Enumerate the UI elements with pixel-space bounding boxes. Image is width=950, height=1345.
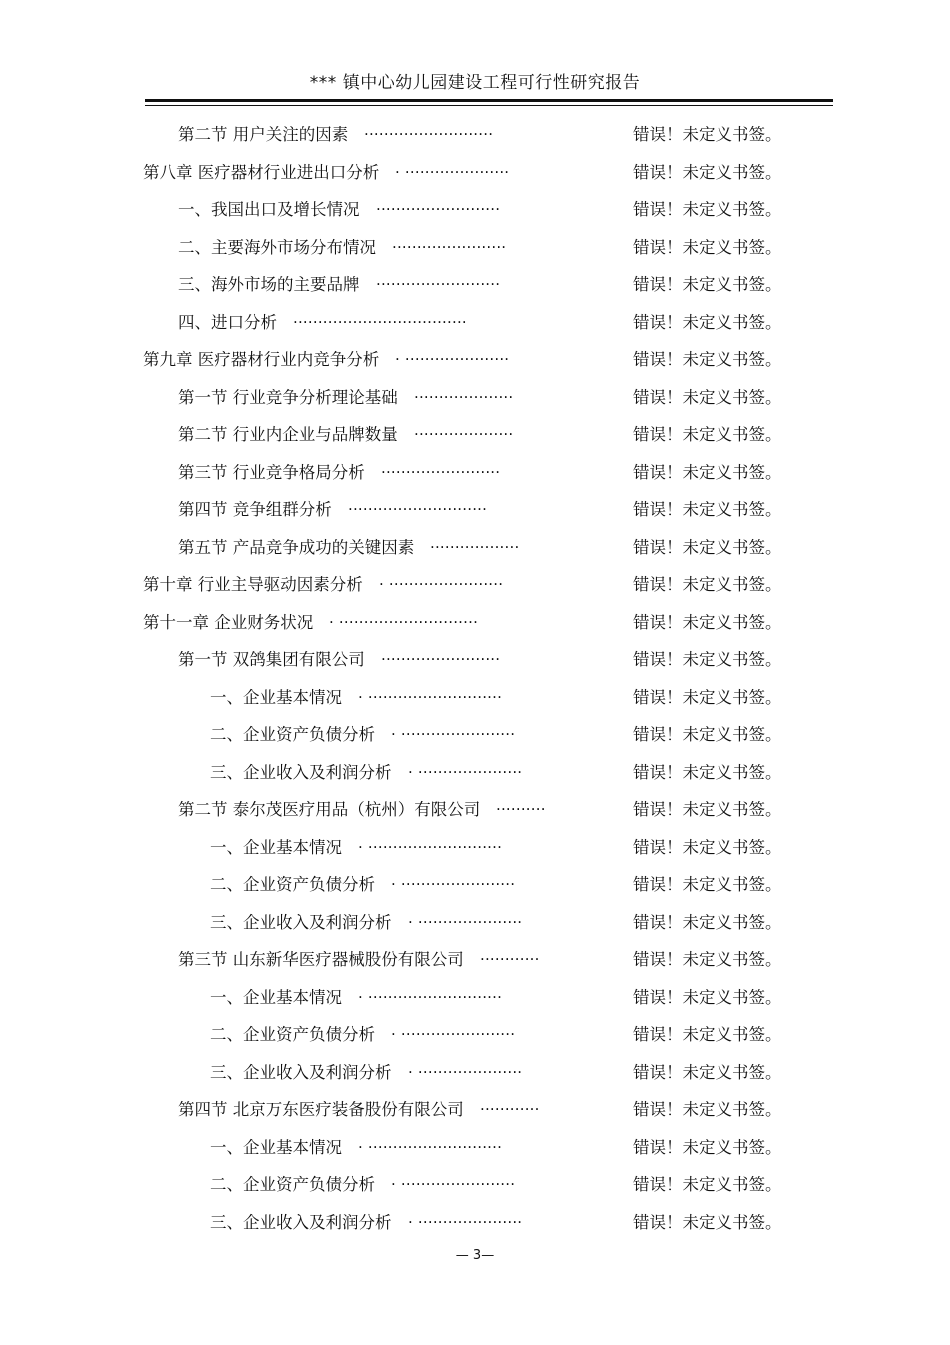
toc-leader-dots: ..................	[430, 533, 520, 552]
toc-entry-title: 第二节 泰尔茂医疗用品（杭州）有限公司	[178, 800, 481, 819]
toc-entry-title: 二、企业资产负债分析	[210, 1175, 375, 1194]
toc-leader-dots: . ...........................	[358, 833, 503, 852]
toc-entry-title: 三、企业收入及利润分析	[210, 912, 392, 932]
toc-leader-dots: . ...........................	[358, 1133, 503, 1152]
toc-page-ref: 错误！未定义书签。	[633, 350, 782, 369]
toc-entry[interactable]	[0, 301, 950, 339]
toc-page-ref: 错误！未定义书签。	[633, 987, 782, 1007]
toc-leader-dots: . .......................	[391, 871, 516, 889]
toc-entry-title: 第二节 行业内企业与品牌数量	[178, 425, 398, 444]
toc-page-ref: 错误！未定义书签。	[633, 537, 782, 557]
toc-leader-dots: ........................	[381, 646, 501, 664]
toc-entry[interactable]	[0, 826, 950, 864]
toc-entry[interactable]	[0, 113, 950, 151]
toc-entry[interactable]	[0, 938, 950, 976]
toc-leader-dots: . .......................	[391, 1171, 516, 1189]
toc-leader-dots: . .......................	[379, 571, 504, 589]
toc-entry[interactable]	[0, 751, 950, 789]
toc-entry[interactable]	[0, 676, 950, 714]
toc-leader-dots: ........................	[381, 458, 501, 477]
toc-entry[interactable]	[0, 638, 950, 676]
toc-entry-title: 二、企业资产负债分析	[210, 725, 375, 744]
toc-entry-title: 第八章 医疗器材行业进出口分析	[143, 162, 380, 182]
toc-entry[interactable]	[0, 901, 950, 939]
toc-page-ref: 错误！未定义书签。	[633, 650, 782, 669]
page-number: — 3—	[455, 1248, 495, 1263]
toc-entry[interactable]	[0, 788, 950, 826]
toc-page-ref: 错误！未定义书签。	[633, 575, 782, 594]
toc-entry[interactable]	[0, 526, 950, 564]
toc-leader-dots: .........................	[376, 196, 501, 214]
toc-page-ref: 错误！未定义书签。	[633, 762, 782, 782]
toc-leader-dots: ..........	[496, 796, 546, 814]
toc-entry-title: 第十一章 企业财务状况	[143, 612, 314, 632]
toc-page-ref: 错误！未定义书签。	[633, 950, 782, 969]
toc-page-ref: 错误！未定义书签。	[633, 1062, 782, 1082]
toc-entry[interactable]	[0, 188, 950, 226]
toc-leader-dots: . .....................	[408, 1058, 523, 1077]
toc-entry-title: 第三节 行业竞争格局分析	[178, 462, 365, 482]
toc-entry[interactable]	[0, 263, 950, 301]
toc-entry-title: 一、企业基本情况	[210, 987, 342, 1007]
toc-entry[interactable]	[0, 1088, 950, 1126]
toc-entry-title: 第四节 竞争组群分析	[178, 500, 332, 519]
toc-entry[interactable]	[0, 338, 950, 376]
header-rule-thick	[145, 99, 833, 102]
toc-entry-title: 二、企业资产负债分析	[210, 1025, 375, 1044]
toc-entry[interactable]	[0, 488, 950, 526]
toc-page-ref: 错误！未定义书签。	[633, 237, 782, 257]
toc-entry-title: 三、企业收入及利润分析	[210, 1062, 392, 1082]
toc-entry-title: 二、主要海外市场分布情况	[178, 237, 376, 257]
toc-entry-title: 三、海外市场的主要品牌	[178, 275, 360, 294]
toc-leader-dots: . .....................	[408, 908, 523, 927]
toc-page-ref: 错误！未定义书签。	[633, 1100, 782, 1119]
toc-entry-title: 一、企业基本情况	[210, 837, 342, 857]
toc-entry-title: 第二节 用户关注的因素	[178, 125, 349, 144]
toc-entry-title: 第一节 行业竞争分析理论基础	[178, 387, 398, 407]
toc-page-ref: 错误！未定义书签。	[633, 1212, 782, 1232]
toc-entry-title: 二、企业资产负债分析	[210, 875, 375, 894]
toc-leader-dots: ............	[480, 946, 540, 964]
toc-page-ref: 错误！未定义书签。	[633, 837, 782, 857]
toc-entry-title: 第五节 产品竞争成功的关键因素	[178, 537, 415, 557]
toc-leader-dots: . .....................	[395, 346, 510, 364]
toc-entry[interactable]	[0, 1201, 950, 1239]
toc-page-ref: 错误！未定义书签。	[633, 1025, 782, 1044]
toc-entry-title: 第十章 行业主导驱动因素分析	[143, 575, 363, 594]
toc-leader-dots: .......................	[392, 233, 507, 252]
toc-page-ref: 错误！未定义书签。	[633, 725, 782, 744]
toc-entry-title: 第三节 山东新华医疗器械股份有限公司	[178, 950, 464, 969]
toc-entry-title: 一、我国出口及增长情况	[178, 200, 360, 219]
toc-leader-dots: ............................	[348, 496, 488, 514]
toc-leader-dots: ..........................	[364, 121, 494, 139]
toc-entry-title: 一、企业基本情况	[210, 687, 342, 707]
toc-leader-dots: . ...........................	[358, 983, 503, 1002]
toc-entry[interactable]	[0, 151, 950, 189]
toc-leader-dots: . .....................	[408, 1208, 523, 1227]
toc-leader-dots: .........................	[376, 271, 501, 289]
toc-page-ref: 错误！未定义书签。	[633, 912, 782, 932]
toc-entry[interactable]	[0, 1051, 950, 1089]
toc-entry-title: 第四节 北京万东医疗装备股份有限公司	[178, 1100, 464, 1119]
toc-leader-dots: . ...........................	[358, 683, 503, 702]
toc-page-ref: 错误！未定义书签。	[633, 162, 782, 182]
toc-page-ref: 错误！未定义书签。	[633, 875, 782, 894]
toc-page-ref: 错误！未定义书签。	[633, 1175, 782, 1194]
toc-entry-title: 三、企业收入及利润分析	[210, 1212, 392, 1232]
toc-page-ref: 错误！未定义书签。	[633, 275, 782, 294]
toc-leader-dots: . .....................	[408, 758, 523, 777]
toc-page-ref: 错误！未定义书签。	[633, 425, 782, 444]
toc-page-ref: 错误！未定义书签。	[633, 200, 782, 219]
toc-page-ref: 错误！未定义书签。	[633, 125, 782, 144]
toc-leader-dots: ...................................	[293, 308, 467, 327]
toc-entry[interactable]	[0, 601, 950, 639]
toc-leader-dots: ....................	[414, 383, 514, 402]
toc-entry[interactable]	[0, 1013, 950, 1051]
toc-entry[interactable]	[0, 563, 950, 601]
toc-entry[interactable]	[0, 226, 950, 264]
toc-entry-title: 第九章 医疗器材行业内竞争分析	[143, 350, 380, 369]
page-header-title: *** 镇中心幼儿园建设工程可行性研究报告	[309, 73, 641, 93]
toc-page-ref: 错误！未定义书签。	[633, 462, 782, 482]
toc-entry-title: 第一节 双鸽集团有限公司	[178, 650, 365, 669]
toc-page-ref: 错误！未定义书签。	[633, 800, 782, 819]
toc-page-ref: 错误！未定义书签。	[633, 387, 782, 407]
toc-page-ref: 错误！未定义书签。	[633, 1137, 782, 1157]
toc-page-ref: 错误！未定义书签。	[633, 312, 782, 332]
toc-entry[interactable]	[0, 863, 950, 901]
toc-entry[interactable]	[0, 1126, 950, 1164]
toc-entry[interactable]	[0, 1163, 950, 1201]
toc-entry[interactable]	[0, 713, 950, 751]
toc-leader-dots: . ............................	[329, 608, 479, 627]
header-rule-thin	[145, 105, 833, 106]
toc-entry[interactable]	[0, 413, 950, 451]
toc-page-ref: 错误！未定义书签。	[633, 612, 782, 632]
toc-leader-dots: . .......................	[391, 721, 516, 739]
toc-entry[interactable]	[0, 976, 950, 1014]
toc-leader-dots: ............	[480, 1096, 540, 1114]
toc-page-ref: 错误！未定义书签。	[633, 500, 782, 519]
toc-page-ref: 错误！未定义书签。	[633, 687, 782, 707]
toc-leader-dots: . .....................	[395, 158, 510, 177]
toc-entry[interactable]	[0, 376, 950, 414]
toc-leader-dots: ....................	[414, 421, 514, 439]
toc-entry-title: 一、企业基本情况	[210, 1137, 342, 1157]
toc-entry-title: 三、企业收入及利润分析	[210, 762, 392, 782]
toc-leader-dots: . .......................	[391, 1021, 516, 1039]
toc-entry[interactable]	[0, 451, 950, 489]
toc-entry-title: 四、进口分析	[178, 312, 277, 332]
